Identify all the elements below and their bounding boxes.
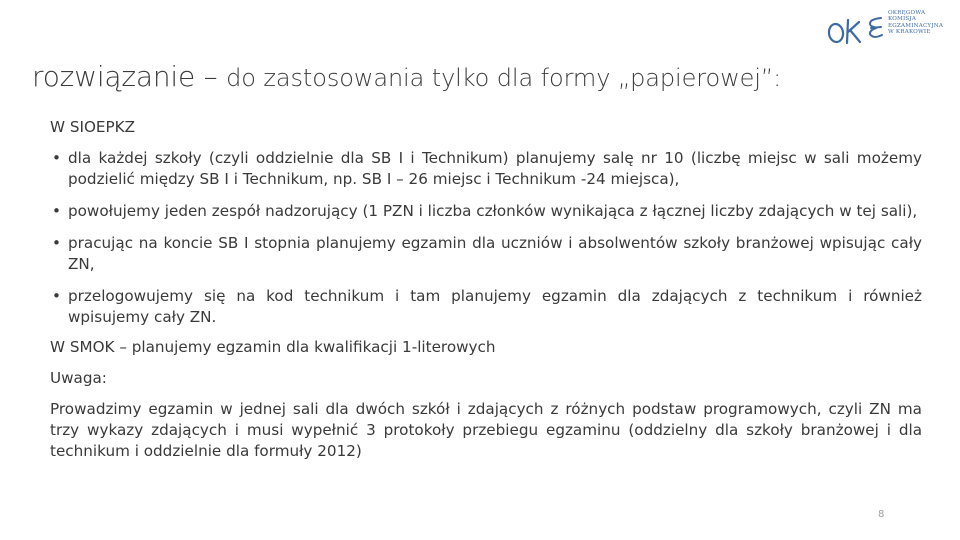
logo-line: OKRĘGOWA (888, 10, 926, 16)
slide-title (32, 60, 952, 93)
note-text: Prowadzimy egzamin w jednej sali dla dwóch szkół i zdających z różnych podstaw programowych, czyli ZN ma trzy wykazy zdających i musi wypełnić 3 protokoły przebiegu egzaminu (oddzielny dla szkoły branżowej i dla technikum i oddzielnie dla formuły 2012) (50, 400, 922, 460)
slide-title-main: rozwiązanie – (32, 60, 227, 93)
bullet-item: • powołujemy jeden zespół nadzorujący (1 PZN i liczba członków wynikająca z łącznej liczby zdających w tej sali), (50, 201, 922, 222)
slide-title-sub: do zastosowania tylko dla formy „papierowej”: (226, 64, 782, 92)
slide-content (50, 117, 922, 462)
bullet-item: • dla każdej szkoły (czyli oddzielnie dla SB I i Technikum) planujemy salę nr 10 (liczbę miejsc w sali możemy podzielić między SB I i Technikum, np. SB I – 26 miejsc i Technikum -24 miejsca), (50, 148, 922, 190)
bullet-item: • pracując na koncie SB I stopnia planujemy egzamin dla uczniów i absolwentów szkoły branżowej wpisując cały ZN, (50, 233, 922, 275)
page-number: 8 (878, 509, 885, 520)
logo-line: KOMISJA (888, 16, 917, 23)
smok-line: W SMOK – planujemy egzamin dla kwalifikacji 1-literowych (50, 338, 496, 356)
logo-line: W KRAKOWIE (888, 29, 931, 36)
bullet-item: • przelogowujemy się na kod technikum i tam planujemy egzamin dla zdających z technikum i również wpisujemy cały ZN. (50, 286, 922, 328)
oke-krakow-logo (826, 10, 944, 46)
logo-text (888, 10, 948, 36)
sioepkz-heading: W SIOEPKZ (50, 118, 136, 136)
bullet-list (50, 148, 922, 328)
oke-logo-mark-icon (826, 14, 886, 46)
logo-line: EGZAMINACYJNA (888, 22, 944, 29)
note-label: Uwaga: (50, 369, 107, 387)
